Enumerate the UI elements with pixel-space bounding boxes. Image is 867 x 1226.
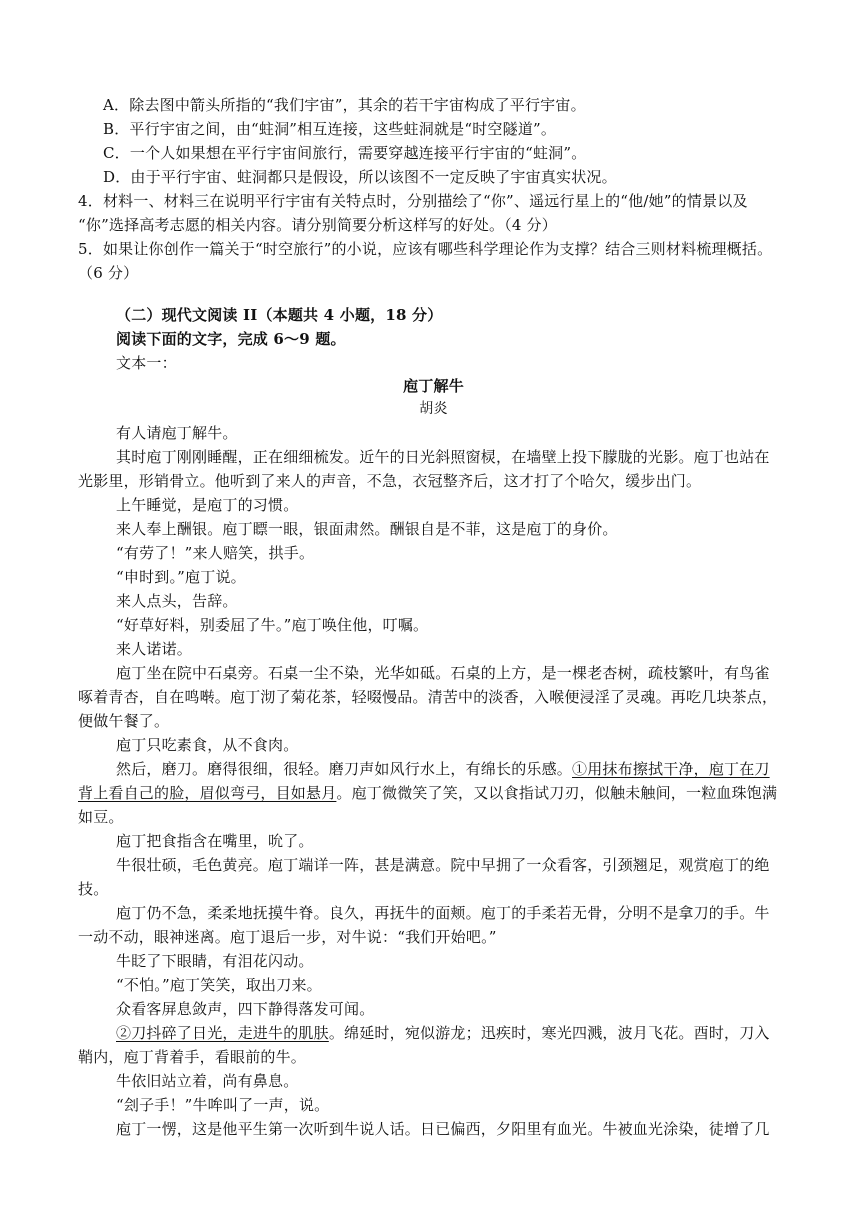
paragraph-2-line-1: 其时庖丁刚刚睡醒，正在细细梳发。近午的日光斜照窗棂，在墙壁上投下朦胧的光影。庖丁也站在: [116, 448, 770, 466]
underlined-sentence-1-start: ①用抹布擦拭干净，庖丁在刀: [572, 760, 770, 778]
paragraph-17: “不怕。”庖丁笑笑，取出刀来。: [116, 976, 322, 994]
paragraph-19-line-1: [116, 1023, 770, 1043]
paragraph-15-line-1: 庖丁仍不急，柔柔地抚摸牛脊。良久，再抚牛的面颊。庖丁的手柔若无骨，分明不是拿刀的手。牛: [116, 904, 770, 922]
paragraph-21: “刽子手！”牛哞叫了一声，说。: [116, 1096, 330, 1114]
paragraph-3: 上午睡觉，是庖丁的习惯。: [116, 496, 299, 514]
section-instruction: 阅读下面的文字，完成 6～9 题。: [116, 330, 346, 348]
paragraph-14-line-1: 牛很壮硕，毛色黄亮。庖丁端详一阵，甚是满意。院中早拥了一众看客，引颈翘足，观赏庖丁的绝: [116, 856, 770, 874]
paragraph-12-continuation: 。庖丁微微笑了笑，又以食指试刀刃，似触未触间，一粒血珠饱满: [336, 784, 778, 802]
paragraph-1: 有人请庖丁解牛。: [116, 424, 238, 442]
paragraph-11: 庖丁只吃素食，从不食肉。: [116, 736, 299, 754]
q3-option-d: D．由于平行宇宙、蛀洞都只是假设，所以该图不一定反映了宇宙真实状况。: [103, 168, 617, 186]
paragraph-9: 来人诺诺。: [116, 640, 193, 658]
paragraph-19-line-2: 鞘内，庖丁背着手，看眼前的牛。: [78, 1048, 307, 1066]
underlined-sentence-1-end: 背上看自己的脸，眉似弯弓，目如悬月: [78, 784, 337, 802]
underlined-sentence-2: ②刀抖碎了日光，走进牛的肌肤: [116, 1024, 329, 1042]
question-4-line-2: “你”选择高考志愿的相关内容。请分别简要分析这样写的好处。（4 分）: [78, 216, 557, 234]
paragraph-13: 庖丁把食指含在嘴里，吮了。: [116, 832, 314, 850]
article-title: 庖丁解牛: [403, 377, 464, 395]
section-heading: （二）现代文阅读 II（本题共 4 小题，18 分）: [116, 306, 443, 324]
paragraph-22: 庖丁一愣，这是他平生第一次听到牛说人话。日已偏西，夕阳里有血光。牛被血光涂染，徒增了几: [116, 1120, 770, 1138]
article-author: 胡炎: [419, 401, 448, 417]
paragraph-19-text: 。绵延时，宛似游龙；迅疾时，寒光四溅，波月飞花。酉时，刀入: [328, 1024, 770, 1042]
paragraph-12-line-2: [78, 783, 777, 803]
paragraph-15-line-2: 一动不动，眼神迷离。庖丁退后一步，对牛说：“我们开始吧。”: [78, 928, 497, 946]
paragraph-5: “有劳了！”来人赔笑，拱手。: [116, 544, 315, 562]
paragraph-4: 来人奉上酬银。庖丁瞟一眼，银面肃然。酬银自是不菲，这是庖丁的身价。: [116, 520, 618, 538]
paragraph-6: “申时到。”庖丁说。: [116, 568, 246, 586]
paragraph-7: 来人点头，告辞。: [116, 592, 238, 610]
text-one-label: 文本一：: [116, 354, 177, 372]
paragraph-16: 牛眨了下眼睛，有泪花闪动。: [116, 952, 314, 970]
paragraph-18: 众看客屏息敛声，四下静得落发可闻。: [116, 1000, 375, 1018]
paragraph-20: 牛依旧站立着，尚有鼻息。: [116, 1072, 299, 1090]
q3-option-c: C．一个人如果想在平行宇宙间旅行，需要穿越连接平行宇宙的“蛀洞”。: [103, 144, 587, 162]
question-5-line-1: 5．如果让你创作一篇关于“时空旅行”的小说，应该有哪些科学理论作为支撑？结合三则材料梳理概括。: [78, 240, 773, 258]
paragraph-12-text: 然后，磨刀。磨得很细，很轻。磨刀声如风行水上，有绵长的乐感。: [116, 760, 573, 778]
paragraph-10-line-2: 啄着青杏，自在鸣啭。庖丁沏了菊花茶，轻啜慢品。清苦中的淡香，入喉便浸淫了灵魂。再吃几块茶点，: [78, 688, 778, 706]
paragraph-14-line-2: 技。: [78, 880, 109, 898]
q3-option-a: A．除去图中箭头所指的“我们宇宙”，其余的若干宇宙构成了平行宇宙。: [103, 96, 586, 114]
paragraph-2-line-2: 光影里，形销骨立。他听到了来人的声音，不急，衣冠整齐后，这才打了个哈欠，缓步出门。: [78, 472, 702, 490]
paragraph-10-line-1: 庖丁坐在院中石桌旁。石桌一尘不染，光华如砥。石桌的上方，是一棵老杏树，疏枝繁叶，有鸟雀: [116, 664, 770, 682]
q3-option-b: B．平行宇宙之间，由“蛀洞”相互连接，这些蛀洞就是“时空隧道”。: [103, 120, 557, 138]
paragraph-12-line-3: 如豆。: [78, 808, 124, 826]
paragraph-10-line-3: 便做午餐了。: [78, 712, 170, 730]
paragraph-12-line-1: [116, 759, 770, 779]
paragraph-8: “好草好料，别委屈了牛。”庖丁唤住他，叮嘱。: [116, 616, 429, 634]
question-4-line-1: 4．材料一、材料三在说明平行宇宙有关特点时，分别描绘了“你”、遥远行星上的“他/她”的情景以及: [78, 192, 748, 210]
question-5-line-2: （6 分）: [78, 264, 139, 282]
